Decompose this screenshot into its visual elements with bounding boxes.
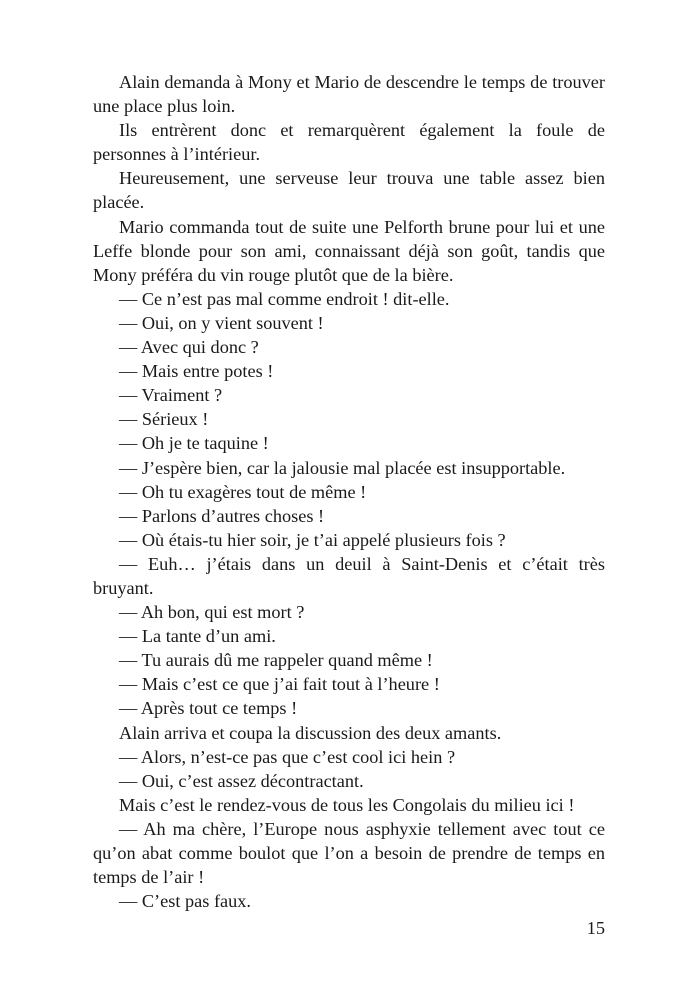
dialogue-line: — C’est pas faux.: [119, 891, 252, 912]
dialogue-line: — Ah bon, qui est mort ?: [119, 602, 305, 623]
dialogue-line: — Alors, n’est-ce pas que c’est cool ici hein ?: [119, 746, 456, 767]
dialogue-line: — Euh… j’étais dans un deuil à Saint-Denis et c’était très bruyant.: [93, 553, 605, 598]
dialogue-line: — Tu aurais dû me rappeler quand même !: [119, 650, 433, 671]
dialogue-line: — Où étais-tu hier soir, je t’ai appelé plusieurs fois ?: [119, 529, 506, 550]
dialogue-line: — Parlons d’autres choses !: [119, 505, 325, 526]
paragraph: Mario commanda tout de suite une Pelforth brune pour lui et une Leffe blonde pour son ami, connaissant déjà son goût, tandis que Mony préféra du vin rouge plutôt que de la bière.: [93, 216, 605, 285]
paragraph: Mais c’est le rendez-vous de tous les Congolais du milieu ici !: [119, 794, 575, 815]
page-number: 15: [586, 918, 605, 938]
dialogue-line: — Oh tu exagères tout de même !: [119, 481, 367, 502]
paragraph: Alain demanda à Mony et Mario de descendre le temps de trouver une place plus loin.: [93, 72, 605, 117]
dialogue-line: — Oh je te taquine !: [119, 433, 269, 454]
paragraph: Heureusement, une serveuse leur trouva une table assez bien placée.: [93, 168, 605, 213]
dialogue-line: — La tante d’un ami.: [119, 626, 276, 647]
dialogue-line: — Oui, c’est assez décontractant.: [119, 770, 364, 791]
dialogue-line: — Avec qui donc ?: [119, 337, 259, 358]
dialogue-line: — Ce n’est pas mal comme endroit ! dit-elle.: [119, 288, 450, 309]
dialogue-line: — Mais c’est ce que j’ai fait tout à l’heure !: [119, 674, 440, 695]
paragraph: Ils entrèrent donc et remarquèrent également la foule de personnes à l’intérieur.: [93, 120, 605, 165]
paragraph: Alain arriva et coupa la discussion des deux amants.: [119, 722, 502, 743]
dialogue-line: — J’espère bien, car la jalousie mal placée est insupportable.: [119, 457, 566, 478]
dialogue-line: — Mais entre potes !: [119, 361, 274, 382]
dialogue-line: — Ah ma chère, l’Europe nous asphyxie tellement avec tout ce qu’on abat comme boulot que l’on a besoin de prendre de temps en temps de l’air !: [93, 818, 605, 888]
dialogue-line: — Après tout ce temps !: [119, 698, 298, 719]
dialogue-line: — Vraiment ?: [119, 385, 223, 406]
dialogue-line: — Sérieux !: [119, 409, 209, 430]
body-text: [93, 70, 605, 913]
dialogue-line: — Oui, on y vient souvent !: [119, 312, 324, 333]
